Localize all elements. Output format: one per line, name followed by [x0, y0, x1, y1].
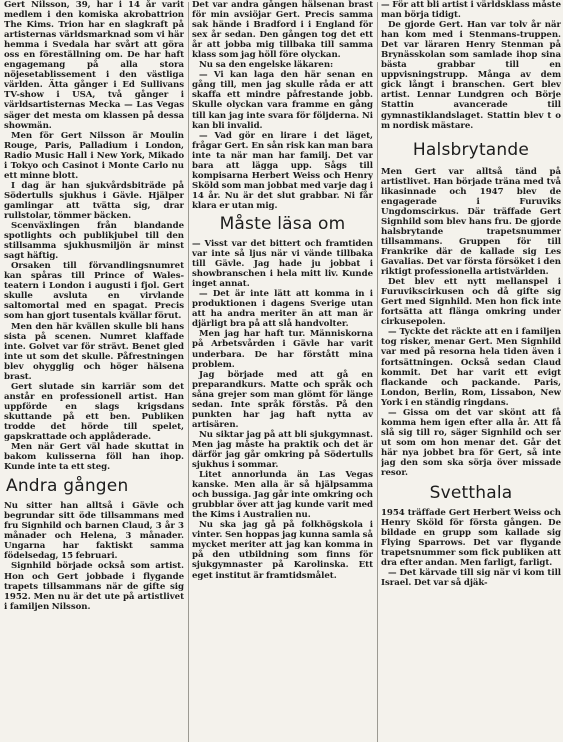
- paragraph: — Vad gör en lirare i det läget, frågar Gert. En sån risk kan man bara inte ta när man har familj. Det var bara att lägga upp. Sågs till kompisarna Herbert Weiss och Henry Sköld som man jobbat med varje dag i 14 år. Nu är det slut grabbar. Ni får klara er utan mig.: [192, 130, 373, 211]
- paragraph: Men jag har haft tur. Människorna på Arbetsvården i Gävle har varit underbara. De har förstått mina problem.: [192, 329, 373, 370]
- paragraph: Nu ska jag gå på folkhögskola i vinter. Sen hoppas jag kunna samla så mycket meriter att jag kan komma in på den utbildning som finns för sjukgymnaster på Karolinska. Ett eget institut är framtidsmålet.: [192, 520, 373, 581]
- paragraph: Nu siktar jag på att bli sjukgymnast. Men jag måste ha praktik och det är därför jag går omkring på Södertulls sjukhus i sommar.: [192, 429, 373, 471]
- paragraph: Men den här kvällen skulle bli hans sista på scenen. Numret klaffade inte. Golvet var för strävt. Benet gled inte ut som det skulle. Påfrestningen blev ohygglig och höger hälsena brast.: [4, 321, 184, 382]
- subheading-andra-gangen: Andra gången: [6, 476, 129, 497]
- paragraph: Jag började med att gå en preparandkurs. Matte och språk och sånа grejer som man glömt för länge sedan. Inte språk förstås. På den punkten har jag haft nytta av artisären.: [192, 369, 373, 430]
- paragraph: I dag är han sjukvårdsbiträde på Södertulls sjukhus i Gävle. Hjälper gamlingar att tvätta sig, drar rullstolar, tömmer bäcken.: [4, 180, 184, 221]
- column-3: [381, 0, 561, 742]
- column-divider: [377, 2, 378, 742]
- column-divider: [188, 2, 189, 742]
- paragraph: 1954 träffade Gert Herbert Weiss och Henry Sköld för första gången. De bildade en grupp som kallade sig Flying Sparrows. Det var flygande trapetsnummer som fick publiken att dra efter andan. Men farligt, farligt.: [381, 508, 561, 569]
- paragraph: De gjorde Gert. Han var tolv år när han kom med i Stenmans-truppen. Det var läraren Henry Stenman på Brynässkolan som samlade ihop sina bästa grabbar till en uppvisningstrupp. Många av dem gick långt i branschen. Gert blev artist. Lennar Lundgren och Börje Stattin avancerade till gymnastiklandslaget. Stattin blev t o m nordisk mästare.: [381, 20, 561, 131]
- paragraph: Scenväxlingen från blandande spotlights och publikjubel till den stillsamma sjukhusmiljön är minst sagt häftig.: [4, 221, 184, 262]
- paragraph: — För att bli artist i världsklass måste man börja tidigt.: [381, 0, 561, 21]
- paragraph: Nu sitter han alltså i Gävle och begrundar sitt öde tillsammans med fru Signhild och barnen Claud, 3 år 3 månader och Helena, 3 månader. Ungarna har faktiskt samma födelsedag, 15 februari.: [4, 501, 184, 562]
- subheading-svetthala: Svetthala: [429, 483, 513, 504]
- paragraph: Nu sa den engelske läkaren:: [199, 60, 334, 71]
- paragraph: Litet annorlunda än Las Vegas kanske. Men alla är så hjälpsamma och bussiga. Jag går inte omkring och grubblar över att jag kunde varit med the Kims i Australien nu.: [192, 470, 373, 521]
- paragraph: — Visst var det bittert och framtiden var inte så ljus när vi vände tillbaka till Gävle. Jag hade ju jobbat i showbranschen i hela mitt liv. Kunde inget annat.: [192, 238, 373, 290]
- paragraph: — Vi kan laga den här senan en gång till, men jag skulle råda er att skaffa ett mindre påfrestande jobb. Skulle olyckan vara framme en gång till kan jag inte svara för följderna. Ni kan bli invalid.: [192, 70, 373, 131]
- column-1: [4, 0, 184, 742]
- subheading-halsbrytande: Halsbrytande: [412, 139, 530, 160]
- paragraph: Gert slutade sin karriär som det anstår en professionell artist. Han uppförde en slags krigsdans skuttande på ett ben. Publiken trodde det hörde till spelet, gapskrattade och applåderade.: [4, 381, 184, 443]
- paragraph: — Det är inte lätt att komma in i produktionen i dagens Sverige utan att ha andra meriter än att man är djärligt bra på att slå handvolter.: [192, 289, 373, 330]
- paragraph: Det var andra gången hälsenan brast för min avsiöjar Gert. Precis samma sak hände i Bradford i i England för sex år sedan. Den gången tog det ett år att jobba mig tillbaka till samma klass som jag höll före olyckan.: [192, 0, 373, 61]
- paragraph: Orsaken till förvandlingsnumret kan spåras till Prince of Wales-teatern i London i augusti i fjol. Gert skulle avsluta en virvlande saltomortal med en spagat. Precis som han gjort tusentals kvällar förut.: [4, 261, 184, 322]
- column-2: [192, 0, 373, 742]
- paragraph: Men när Gert väl hade skuttat in bakom kulisserna föll han ihop. Kunde inte ta ett steg.: [4, 442, 184, 473]
- paragraph: Det blev ett nytt mellanspel i Furuvikscirkusen och då gifte sig Gert med Signhild. Men hon fick inte fortsätta att flänga omkring under cirkusepolen.: [381, 277, 561, 328]
- paragraph: — Det kärvade till sig när vi kom till Israel. Det var så djäk-: [381, 568, 561, 589]
- paragraph: — Gissa om det var skönt att få komma hem igen efter alla år. Att få slå sig till ro, säger Signhild och ser ut som om hon menar det. Går det här nya jobbet bra för Gert, så inte jag den som ska sörja över missade resor.: [381, 407, 561, 479]
- paragraph: Signhild började också som artist. Hon och Gert jobbade i flygande trapets tillsammans när de gifte sig 1952. Men nu är det ute på artistlivet i familjen Nilsson.: [4, 561, 184, 612]
- paragraph: Men för Gert Nilsson är Moulin Rouge, Paris, Palladium i London, Radio Music Hall i New York, Mikado i Tokyo och Casinot i Monte Carlo nu ett minne blott.: [4, 130, 184, 181]
- subheading-maste-lasa-om: Måste läsa om: [219, 213, 346, 234]
- paragraph: Gert Nilsson, 39, har i 14 år varit medlem i den komiska akrobattrion The Kims. Trion har en slagkraft på artisternas världsmarknad som vi här hemma i Svedala har svårt att göra oss en föreställning om. De har haft engagemang på alla stora nöjesetablissement i den västliga världen. Ätta gånger i Ed Sullivans TV-show i USA, två gånger i världsartisternas Mecka — Las Vegas säger det mesta om klassen på dessa showmän.: [4, 0, 184, 131]
- paragraph: — Tyckte det räckte att en i familjen tog risker, menar Gert. Men Signhild var med på resorna hela tiden även i fortsättningen. Också sedan Claud kommit. Det har varit ett evigt flackande och packande. Paris, London, Berlin, Rom, Lissabon, New York i en ständig ringdans.: [381, 327, 561, 408]
- paragraph: Men Gert var alltså tänd på artistlivet. Han började träna med två likasinnade och 1947 blev de engagerade i Furuviks Ungdomscirkus. Där träffade Gert Signhild som blev hans fru. De gjorde halsbrytande trapetsnummer tillsammans. Gruppen för till Frankrike där de kallade sig Les Gavalias. Det var första försöket i den riktigt professionella artistvärlden.: [381, 166, 561, 278]
